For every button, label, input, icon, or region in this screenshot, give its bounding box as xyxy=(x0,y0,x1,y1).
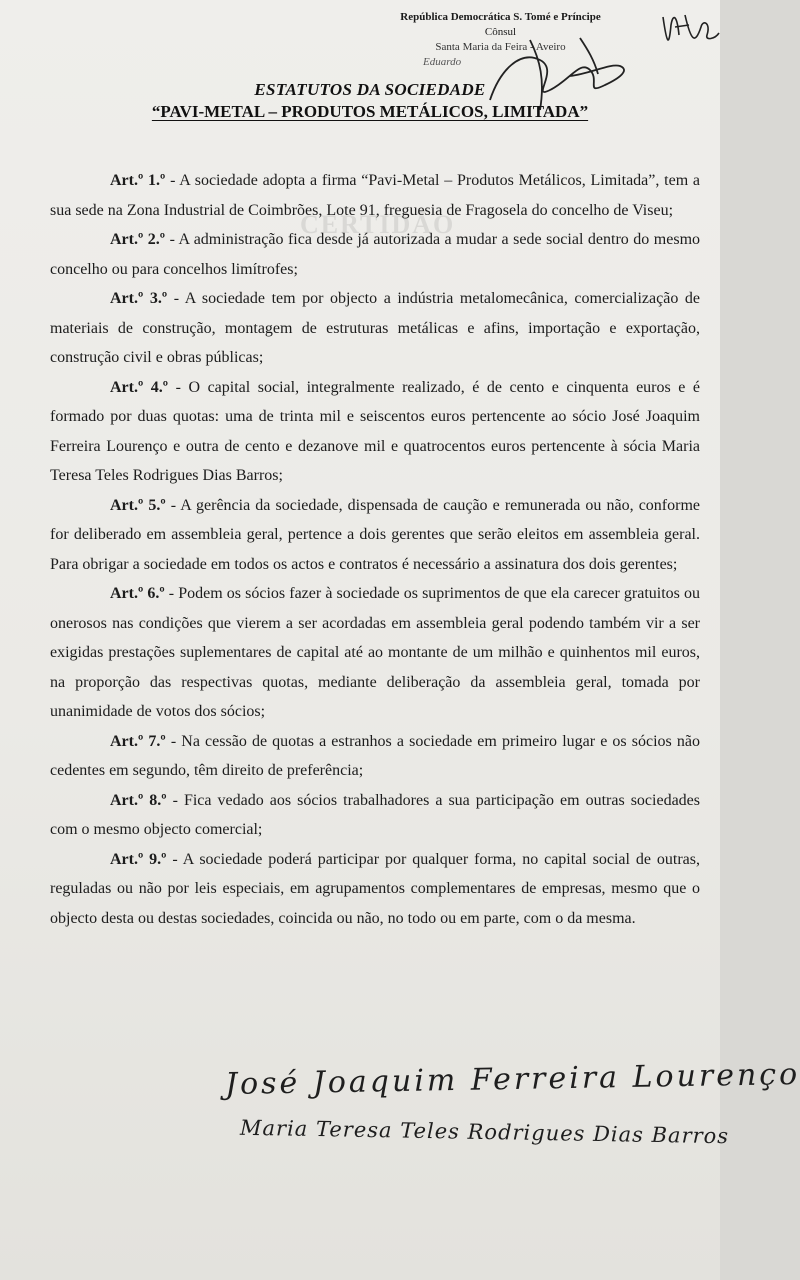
article-label: Art.º 4.º xyxy=(110,378,169,396)
article-text: - A sociedade poderá participar por qualquer forma, no capital social de outras, reguladas ou não por leis especiais, em agrupamentos complementares de empresas, mesmo que o objecto desta ou destas sociedades, coincida ou não, no todo ou em parte, com o da mesma. xyxy=(50,850,701,927)
article-text: - Podem os sócios fazer à sociedade os suprimentos de que ela carecer gratuitos ou onerosos nas condições que vierem a ser acordadas em assembleia geral podendo também vir a ser exigidas prestações suplementares de capital até ao montante de um milhão e quinhentos mil euros, na proporção das respectivas quotas, mediante deliberação da assembleia geral, tomada por unanimidade de votos dos sócios; xyxy=(50,585,701,720)
signature-first-partner: José Joaquim Ferreira Lourenço xyxy=(224,1056,800,1103)
article-text: - A sociedade adopta a firma “Pavi-Metal – Produtos Metálicos, Limitada”, tem a sua sede na Zona Industrial de Coimbrões, Lote 91, freguesia de Fragosela do concelho de Viseu; xyxy=(50,172,700,219)
article-label: Art.º 3.º xyxy=(110,290,168,307)
signature-second-partner: Maria Teresa Teles Rodrigues Dias Barros xyxy=(239,1115,730,1149)
background-watermark: CERTIDÃO xyxy=(300,210,456,239)
article-text: - A administração fica desde já autorizada a mudar a sede social dentro do mesmo concelho ou para concelhos limítrofes; xyxy=(50,231,701,278)
stamp-role: Cônsul xyxy=(484,26,517,38)
article-text: - A gerência da sociedade, dispensada de caução e remunerada ou não, conforme for deliberado em assembleia geral, pertence a dois gerentes que serão eleitos em assembleia geral. Para obrigar a sociedade em todos os actos e contratos é necessário a assinatura dos dois gerentes; xyxy=(50,496,701,573)
article-4 xyxy=(50,373,700,491)
article-2 xyxy=(50,225,700,284)
articles-body xyxy=(50,166,700,933)
document-title xyxy=(140,79,600,123)
stamp-location: Santa Maria da Feira - Aveiro xyxy=(435,41,566,53)
article-label: Art.º 7.º xyxy=(110,732,166,750)
article-3 xyxy=(50,284,700,373)
article-6 xyxy=(50,579,700,727)
article-9 xyxy=(50,845,700,934)
article-label: Art.º 5.º xyxy=(110,496,166,514)
article-text: - O capital social, integralmente realizado, é de cento e cinquenta euros e é formado por duas quotas: uma de trinta mil e seiscentos euros pertencente ao sócio José Joaquim Ferreira Lourenço e outra de cento e dezanove mil e quatrocentos euros pertencente à sócia Maria Teresa Teles Rodrigues Dias Barros; xyxy=(50,378,701,484)
article-7 xyxy=(50,727,700,786)
stamp-country: República Democrática S. Tomé e Príncipe xyxy=(400,11,601,23)
article-5 xyxy=(50,491,700,580)
article-label: Art.º 9.º xyxy=(110,850,167,868)
article-1 xyxy=(50,166,700,225)
article-text: - Fica vedado aos sócios trabalhadores a sua participação em outras sociedades com o mesmo objecto comercial; xyxy=(50,791,701,838)
article-text: - Na cessão de quotas a estranhos a sociedade em primeiro lugar e os sócios não cedentes em segundo, têm direito de preferência; xyxy=(50,732,701,779)
title-line-1: ESTATUTOS DA SOCIEDADE xyxy=(254,80,486,99)
article-label: Art.º 1.º xyxy=(110,172,166,189)
stamp-name: Eduardo xyxy=(423,56,462,68)
article-label: Art.º 2.º xyxy=(110,231,166,248)
article-label: Art.º 6.º xyxy=(110,585,165,602)
article-8 xyxy=(50,786,700,845)
article-text: - A sociedade tem por objecto a indústria metalomecânica, comercialização de materiais de construção, montagem de estruturas metálicas e afins, importação e exportação, construção civil e obras públicas; xyxy=(50,290,701,366)
corner-signature-scribble xyxy=(655,5,720,55)
title-line-2: “PAVI-METAL – PRODUTOS METÁLICOS, LIMITADA” xyxy=(151,102,589,121)
article-label: Art.º 8.º xyxy=(110,791,167,809)
